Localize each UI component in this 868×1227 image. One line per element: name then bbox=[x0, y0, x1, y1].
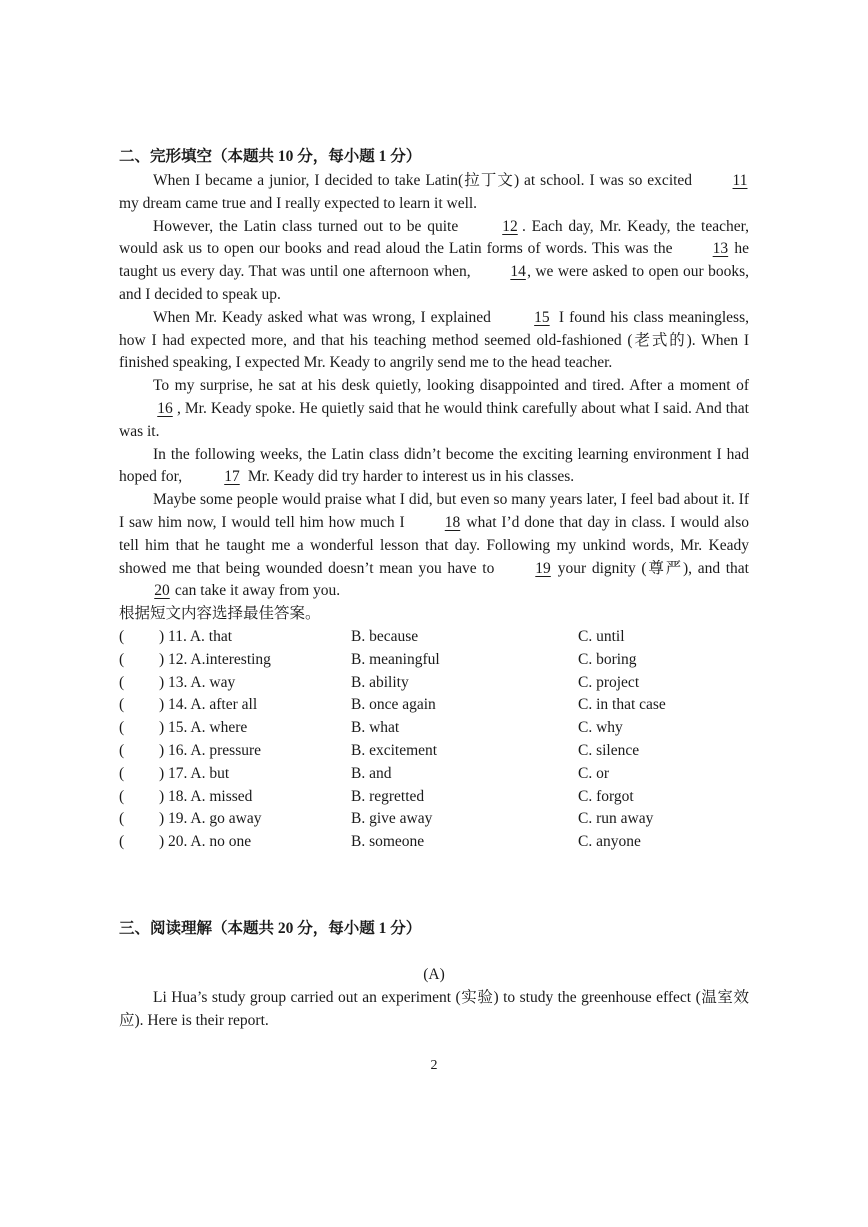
option-row bbox=[119, 808, 749, 831]
option-row bbox=[119, 740, 749, 763]
blank-14: 14 bbox=[510, 263, 526, 281]
answer-paren: ( bbox=[119, 627, 125, 645]
blank-13: 13 bbox=[712, 240, 729, 258]
blank-18: 18 bbox=[444, 513, 461, 531]
answer-paren: ( bbox=[119, 696, 125, 714]
option-a: ) 16. A. pressure bbox=[159, 741, 262, 759]
answer-paren: ( bbox=[119, 741, 125, 759]
instruction: 根据短文内容选择最佳答案。 bbox=[119, 605, 321, 623]
cloze-paragraph-2: However, the Latin class turned out to be quite 12 . Each day, Mr. Keady, the teacher, would ask us to open our books and read aloud the Latin forms of words. This was the 13 he taught us every day. That was until one afternoon when, 14, we were asked to open our books, and I decided to speak up. bbox=[119, 217, 750, 303]
option-row bbox=[119, 672, 749, 695]
option-a: ) 13. A. way bbox=[159, 673, 236, 691]
option-a: ) 12. A.interesting bbox=[159, 650, 271, 668]
option-row bbox=[119, 717, 749, 740]
answer-paren: ( bbox=[119, 673, 125, 691]
option-a: ) 19. A. go away bbox=[159, 810, 262, 828]
option-row bbox=[119, 626, 749, 649]
option-b: B. once again bbox=[351, 696, 436, 714]
cloze-paragraph-3: When Mr. Keady asked what was wrong, I explained 15 I found his class meaningless, how I had expected more, and that his teaching method seemed old-fashioned (老式的). When I finished speaking, I expected Mr. Keady to angrily send me to the head teacher. bbox=[119, 308, 749, 372]
page-number: 2 bbox=[430, 1058, 438, 1073]
options-list bbox=[119, 626, 749, 854]
option-a: ) 18. A. missed bbox=[159, 787, 253, 805]
cloze-paragraph-4: To my surprise, he sat at his desk quietly, looking disappointed and tired. After a moment of 16 , Mr. Keady spoke. He quietly said that he would think carefully about what I said. And that was it. bbox=[119, 377, 749, 440]
option-b: B. what bbox=[351, 719, 400, 737]
option-c: C. project bbox=[578, 673, 640, 691]
option-b: B. someone bbox=[351, 833, 425, 851]
option-c: C. or bbox=[578, 764, 609, 782]
option-b: B. because bbox=[351, 627, 419, 645]
option-b: B. and bbox=[351, 764, 392, 782]
blank-20: 20 bbox=[154, 582, 170, 600]
answer-paren: ( bbox=[119, 787, 125, 805]
option-c: C. run away bbox=[578, 810, 654, 828]
blank-16: 16 bbox=[157, 399, 173, 417]
option-a: ) 17. A. but bbox=[159, 764, 230, 782]
option-row bbox=[119, 649, 749, 672]
option-b: B. give away bbox=[351, 810, 433, 828]
section-3 bbox=[119, 918, 749, 1032]
blank-15: 15 bbox=[534, 308, 550, 326]
answer-paren: ( bbox=[119, 810, 125, 828]
cloze-paragraph-6: Maybe some people would praise what I did, but even so many years later, I feel bad about it. If I saw him now, I would tell him how much I 18 what I’d done that day in class. I would also tell him that he taught me a wonderful lesson that day. Following my unkind words, Mr. Keady showed me that being wounded doesn’t mean you have to 19 your dignity (尊严), and that 20 can take it away from you. bbox=[119, 489, 749, 603]
passage-label: (A) bbox=[423, 966, 445, 983]
option-a: ) 11. A. that bbox=[159, 627, 233, 645]
option-row bbox=[119, 694, 749, 717]
option-c: C. anyone bbox=[578, 833, 641, 851]
section-3-heading: 三、阅读理解（本题共 20 分，每小题 1 分） bbox=[119, 920, 422, 937]
option-c: C. silence bbox=[578, 741, 640, 759]
cloze-paragraph-1: When I became a junior, I decided to take Latin(拉丁文) at school. I was so excited 11 my dream came true and I really expected to learn it well. bbox=[119, 172, 748, 212]
section-2-heading: 二、完形填空（本题共 10 分，每小题 1 分） bbox=[119, 148, 422, 165]
blank-19: 19 bbox=[535, 559, 551, 577]
option-a: ) 20. A. no one bbox=[159, 833, 252, 851]
blank-11: 11 bbox=[732, 172, 748, 189]
option-c: C. forgot bbox=[578, 787, 634, 805]
option-a: ) 14. A. after all bbox=[159, 696, 258, 714]
cloze-paragraph-5: In the following weeks, the Latin class didn’t become the exciting learning environment I had hoped for, 17 Mr. Keady did try harder to interest us in his classes. bbox=[119, 444, 749, 490]
answer-paren: ( bbox=[119, 650, 125, 668]
answer-paren: ( bbox=[119, 719, 125, 737]
blank-12: 12 bbox=[502, 217, 518, 235]
option-b: B. excitement bbox=[351, 741, 438, 759]
option-a: ) 15. A. where bbox=[159, 719, 248, 737]
section-2 bbox=[119, 146, 749, 854]
answer-paren: ( bbox=[119, 764, 125, 782]
passage-intro: Li Hua’s study group carried out an experiment (实验) to study the greenhouse effect (温室效应). Here is their report. bbox=[119, 988, 749, 1029]
option-b: B. regretted bbox=[351, 787, 425, 805]
option-row bbox=[119, 831, 749, 854]
option-b: B. meaningful bbox=[351, 650, 440, 668]
blank-17: 17 bbox=[224, 468, 240, 486]
option-row bbox=[119, 763, 749, 786]
option-c: C. why bbox=[578, 719, 623, 737]
option-c: C. until bbox=[578, 627, 625, 645]
answer-paren: ( bbox=[119, 833, 125, 851]
option-c: C. in that case bbox=[578, 696, 666, 714]
option-row bbox=[119, 786, 749, 809]
option-b: B. ability bbox=[351, 673, 409, 691]
option-c: C. boring bbox=[578, 650, 637, 668]
